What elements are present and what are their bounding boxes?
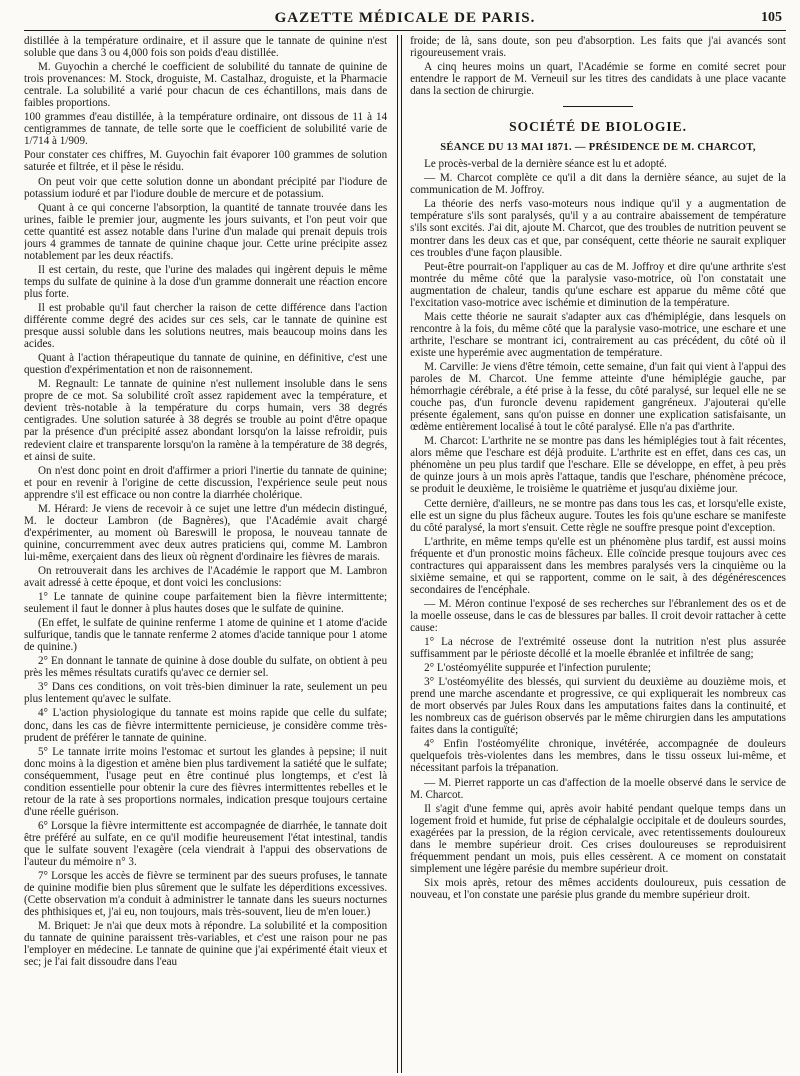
paragraph: 2° L'ostéomyélite suppurée et l'infection purulente; bbox=[424, 662, 651, 675]
paragraph: froide; de là, sans doute, son peu d'absorption. Les faits que j'ai avancés sont rigoureusement vrais. bbox=[410, 35, 786, 60]
paragraph: — M. Pierret rapporte un cas d'affection de la moelle observé dans le service de M. Charcot. bbox=[410, 776, 786, 801]
paragraph: 3° L'ostéomyélite des blessés, qui survient du deuxième au douzième mois, et prend une marche ascendante et progressive, ce qui expliquerait les nombreux cas de mort observés par Jules Roux dans les amputations faites dans la continuité, et les nombreux cas de guérison observés par le même chirurgien dans les amputations faites dans la contiguïté; bbox=[410, 676, 786, 737]
paragraph: Six mois après, retour des mêmes accidents douloureux, puis cessation de nouveau, et l'on constate une parésie plus grande du membre supérieur droit. bbox=[410, 876, 786, 901]
two-column-body bbox=[24, 35, 786, 1073]
paragraph: 1° La nécrose de l'extrémité osseuse dont la nutrition n'est plus assurée suffisamment par le périoste décollé et la moelle ébranlée et infiltrée de sang; bbox=[410, 636, 786, 661]
session-line: SÉANCE DU 13 MAI 1871. — PRÉSIDENCE DE M. CHARCOT, bbox=[440, 142, 756, 154]
paragraph: On n'est donc point en droit d'affirmer a priori l'inertie du tannate de quinine; et pour en revenir à l'origine de cette discussion, l'expérience seule peut nous apprendre s'il est efficace ou non contre la diarrhée cholérique. bbox=[24, 464, 388, 501]
paragraph: On retrouverait dans les archives de l'Académie le rapport que M. Lambron avait adressé à cette époque, et dont voici les conclusions: bbox=[24, 564, 388, 590]
paragraph: Pour constater ces chiffres, M. Guyochin fait évaporer 100 grammes de solution saturée et filtrée, et il pèse le résidu. bbox=[24, 149, 388, 174]
paragraph: M. Regnault: Le tannate de quinine n'est nullement insoluble dans le sens propre de ce mot. Sa solubilité croît assez rapidement avec la température, et devient très-notable à la température du corps humain, vers 38 degrés centigrades. Une solution saturée à 38 degrés se trouble au point d'être opaque par la présence d'un précipité assez abondant lorsqu'on la laisse refroidir, puis redevient claire et transparente lorsqu'on la ramène à la température de 38 degrés, et ainsi de suite. bbox=[24, 378, 388, 463]
paragraph: Peut-être pourrait-on l'appliquer au cas de M. Joffroy et dire qu'une arthrite s'est montrée du même côté que la paralysie vaso-motrice, où l'on constatait une augmentation de chaleur, tandis qu'une eschare est apparue du même côté que l'excitation vaso-motrice avec ischémie et diminution de la température. bbox=[410, 260, 786, 309]
paragraph: — M. Méron continue l'exposé de ses recherches sur l'ébranlement des os et de la moelle osseuse, dans le cas de blessures par balles. Il croit devoir rattacher à cette cause: bbox=[410, 597, 786, 634]
paragraph: L'arthrite, en même temps qu'elle est un phénomène plus tardif, est aussi moins fréquente et d'un pronostic moins fâcheux. Elle coïncide presque toujours avec ces contractures qui apparaissent dans les membres paralysés vers la cinquième ou la sixième semaine, et qui se rapportent, comme on le sait, à des dégénérescences secondaires de l'encéphale. bbox=[410, 535, 786, 596]
column-divider bbox=[397, 35, 402, 1073]
paragraph: La théorie des nerfs vaso-moteurs nous indique qu'il y a augmentation de température s'ils sont paralysés, qu'il y a au contraire abaissement de température s'ils sont excités. J'ai dit, ajoute M. Charcot, que des troubles de nutrition peuvent se montrer dans les deux cas et que, par conséquent, cette théorie ne saurait expliquer ces troubles d'une façon plausible. bbox=[410, 198, 786, 259]
paragraph: M. Hérard: Je viens de recevoir à ce sujet une lettre d'un médecin distingué, M. le docteur Lambron (de Bagnères), que l'Académie avait chargé d'expérimenter, au moment où Bareswill le proposa, le nouveau tannate de quinine, concurremment avec deux autres praticiens qui, comme M. Lambron lui-même, exerçaient dans des lieux où règnent d'ordinaire les fièvres de marais. bbox=[24, 502, 388, 563]
paragraph: distillée à la température ordinaire, et il assure que le tannate de quinine n'est soluble que dans 3 ou 4,000 fois son poids d'eau distillée. bbox=[24, 35, 388, 60]
paragraph: On peut voir que cette solution donne un abondant précipité par l'iodure de potassium ioduré et par l'iodure double de mercure et de potassium. bbox=[24, 175, 388, 200]
paragraph: (En effet, le sulfate de quinine renferme 1 atome de quinine et 1 atome d'acide sulfurique, tandis que le tannate renferme 2 atomes d'acide tannique pour 1 atome de quinine.) bbox=[24, 617, 388, 654]
paragraph: M. Charcot: L'arthrite ne se montre pas dans les hémiplégies tout à fait récentes, alors même que l'eschare est déjà produite. L'arthrite est en effet, dans ces cas, un phénomène un peu plus tardif que l'eschare. Elle se développe, en effet, à peu près de quinze jours à un mois après l'attaque, tandis que l'eschare, phénomène précoce, se produit le deuxième, le troisième le quatrième et jusqu'au dixième jour. bbox=[410, 435, 786, 496]
paragraph: Mais cette théorie ne saurait s'adapter aux cas d'hémiplégie, dans lesquels on rencontre à la fois, du même côté que la paralysie vaso-motrice, une eschare et une arthrite, l'eschare se montrant ici, contrairement au cas précédent, du côté où il existe une hyperémie avec augmentation de température. bbox=[410, 310, 786, 359]
paragraph: — M. Charcot complète ce qu'il a dit dans la dernière séance, au sujet de la communication de M. Joffroy. bbox=[410, 172, 786, 197]
paragraph: 2° En donnant le tannate de quinine à dose double du sulfate, on obtient à peu près les mêmes résultats curatifs qu'avec ce dernier sel. bbox=[24, 655, 388, 680]
paragraph: M. Briquet: Je n'ai que deux mots à répondre. La solubilité et la composition du tannate de quinine paraissent très-variables, et c'est une raison pour ne pas l'employer en médecine. Le tannate de quinine que j'ai expérimenté était vieux et sec; je l'ai fait dissoudre dans l'eau bbox=[24, 920, 388, 969]
paragraph: 4° L'action physiologique du tannate est moins rapide que celle du sulfate; donc, dans les cas de fièvre intermittente pernicieuse, je considère comme très-prudent de préférer le tannate de quinine. bbox=[24, 707, 388, 744]
paragraph: Il s'agit d'une femme qui, après avoir habité pendant quelque temps dans un logement froid et humide, fut prise de céphalalgie occipitale et de douleurs sourdes, exagérées par la pression, de la région cervicale, avec retentissements douloureux dans le membre supérieur droit. Ces crises douloureuses se reproduisirent fréquemment pendant un mois, puis elles cessèrent. A ce moment on constatait simplement une légère parésie du membre supérieur droit. bbox=[410, 802, 786, 875]
page-header bbox=[24, 8, 786, 31]
paragraph: Quant à l'action thérapeutique du tannate de quinine, en définitive, c'est une question d'expérimentation et non de raisonnement. bbox=[24, 352, 388, 377]
left-column bbox=[24, 35, 387, 1073]
paragraph: A cinq heures moins un quart, l'Académie se forme en comité secret pour entendre le rapport de M. Verneuil sur les titres des candidats à une place vacante dans la section de chirurgie. bbox=[410, 61, 786, 98]
paragraph: Le procès-verbal de la dernière séance est lu et adopté. bbox=[424, 158, 667, 171]
section-title: SOCIÉTÉ DE BIOLOGIE. bbox=[509, 119, 687, 135]
paragraph: 7° Lorsque les accès de fièvre se terminent par des sueurs profuses, le tannate de quinine modifie bien plus sûrement que le sulfate les déperditions excessives. (Cette observation m'a conduit à administrer le tannate dans les sueurs nocturnes des phthisiques et, j'ai eu, non toujours, mais très-souvent, lieu de m'en louer.) bbox=[24, 870, 388, 919]
paragraph: 3° Dans ces conditions, on voit très-bien diminuer la rate, seulement un peu plus lentement qu'avec le sulfate. bbox=[24, 681, 388, 706]
journal-title: GAZETTE MÉDICALE DE PARIS. bbox=[274, 10, 536, 26]
paragraph: Quant à ce qui concerne l'absorption, la quantité de tannate trouvée dans les urines, faible le premier jour, augmente les jours suivants, et l'on peut voir que cette quantité est assez notable dans l'urine d'un malade qui prenait depuis trois jours 4 grammes de tannate de quinine chaque jour. Cette urine précipite assez notablement par les deux réactifs. bbox=[24, 201, 388, 262]
paragraph: M. Carville: Je viens d'être témoin, cette semaine, d'un fait qui vient à l'appui des paroles de M. Charcot. Une femme atteinte d'une hémiplégie gauche, par hémorrhagie cérébrale, a été prise à la fesse, du côté paralysé, sur lequel elle ne se couche pas, d'un furoncle devenu rapidement gangréneux. J'ajouterai qu'elle présente également, sans qu'on puisse en donner une explication satisfaisante, un œdème entièrement localisé à tout le côté paralysé. Elle n'a pas d'arthrite. bbox=[410, 360, 786, 434]
section-separator bbox=[563, 106, 633, 107]
paragraph: 5° Le tannate irrite moins l'estomac et surtout les glandes à pepsine; il nuit donc moins à la digestion et amène bien plus tardivement la satiété que le sulfate; conséquemment, l'usage peut en être continué plus longtemps, et c'est là condition essentielle pour obtenir la cure des fièvres intermittentes rebelles et le retour de la rate à ses proportions normales, indication presque toujours certaine d'une réelle guérison. bbox=[24, 745, 388, 818]
paragraph: 6° Lorsque la fièvre intermittente est accompagnée de diarrhée, le tannate doit être préféré au sulfate, en ce qu'il modifie heureusement l'état intestinal, tandis que le sulfate souvent l'exagère (cela viendrait à l'appui des observations de l'auteur du mémoire n° 3. bbox=[24, 819, 388, 869]
paragraph: Il est certain, du reste, que l'urine des malades qui ingèrent depuis le même temps du sulfate de quinine à la dose d'un gramme donnerait une réaction encore plus forte. bbox=[24, 263, 388, 300]
paragraph: 100 grammes d'eau distillée, à la température ordinaire, ont dissous de 11 à 14 centigrammes de tannate, de telle sorte que le coefficient de solubilité varie de 1/714 à 1/909. bbox=[24, 111, 388, 148]
page-number: 105 bbox=[761, 10, 782, 25]
paragraph: Il est probable qu'il faut chercher la raison de cette différence dans l'action différente comme degré des acides sur ces sels, car le tannate de quinine est presque aussi soluble dans les solutions neutres, mais beaucoup moins dans les acides. bbox=[24, 301, 388, 351]
paragraph: M. Guyochin a cherché le coefficient de solubilité du tannate de quinine de trois provenances: M. Stock, droguiste, M. Castalhaz, droguiste, et la Pharmacie centrale. La solubilité a varié pour chacun de ces échantillons, mais dans de faibles proportions. bbox=[24, 61, 388, 110]
right-column bbox=[410, 35, 786, 1073]
paragraph: 1° Le tannate de quinine coupe parfaitement bien la fièvre intermittente; seulement il faut le donner à plus hautes doses que le sulfate de quinine. bbox=[24, 591, 388, 616]
paragraph: 4° Enfin l'ostéomyélite chronique, invétérée, accompagnée de douleurs quelquefois très-violentes dans les membres, dans le tissu osseux lui-même, et nécessitant parfois la trépanation. bbox=[410, 738, 786, 775]
paragraph: Cette dernière, d'ailleurs, ne se montre pas dans tous les cas, et lorsqu'elle existe, elle est un signe du plus fâcheux augure. Toutes les fois qu'une eschare se manifeste du côté paralysé, la mort s'ensuit. Cette règle ne souffre presque point d'exception. bbox=[410, 497, 786, 534]
